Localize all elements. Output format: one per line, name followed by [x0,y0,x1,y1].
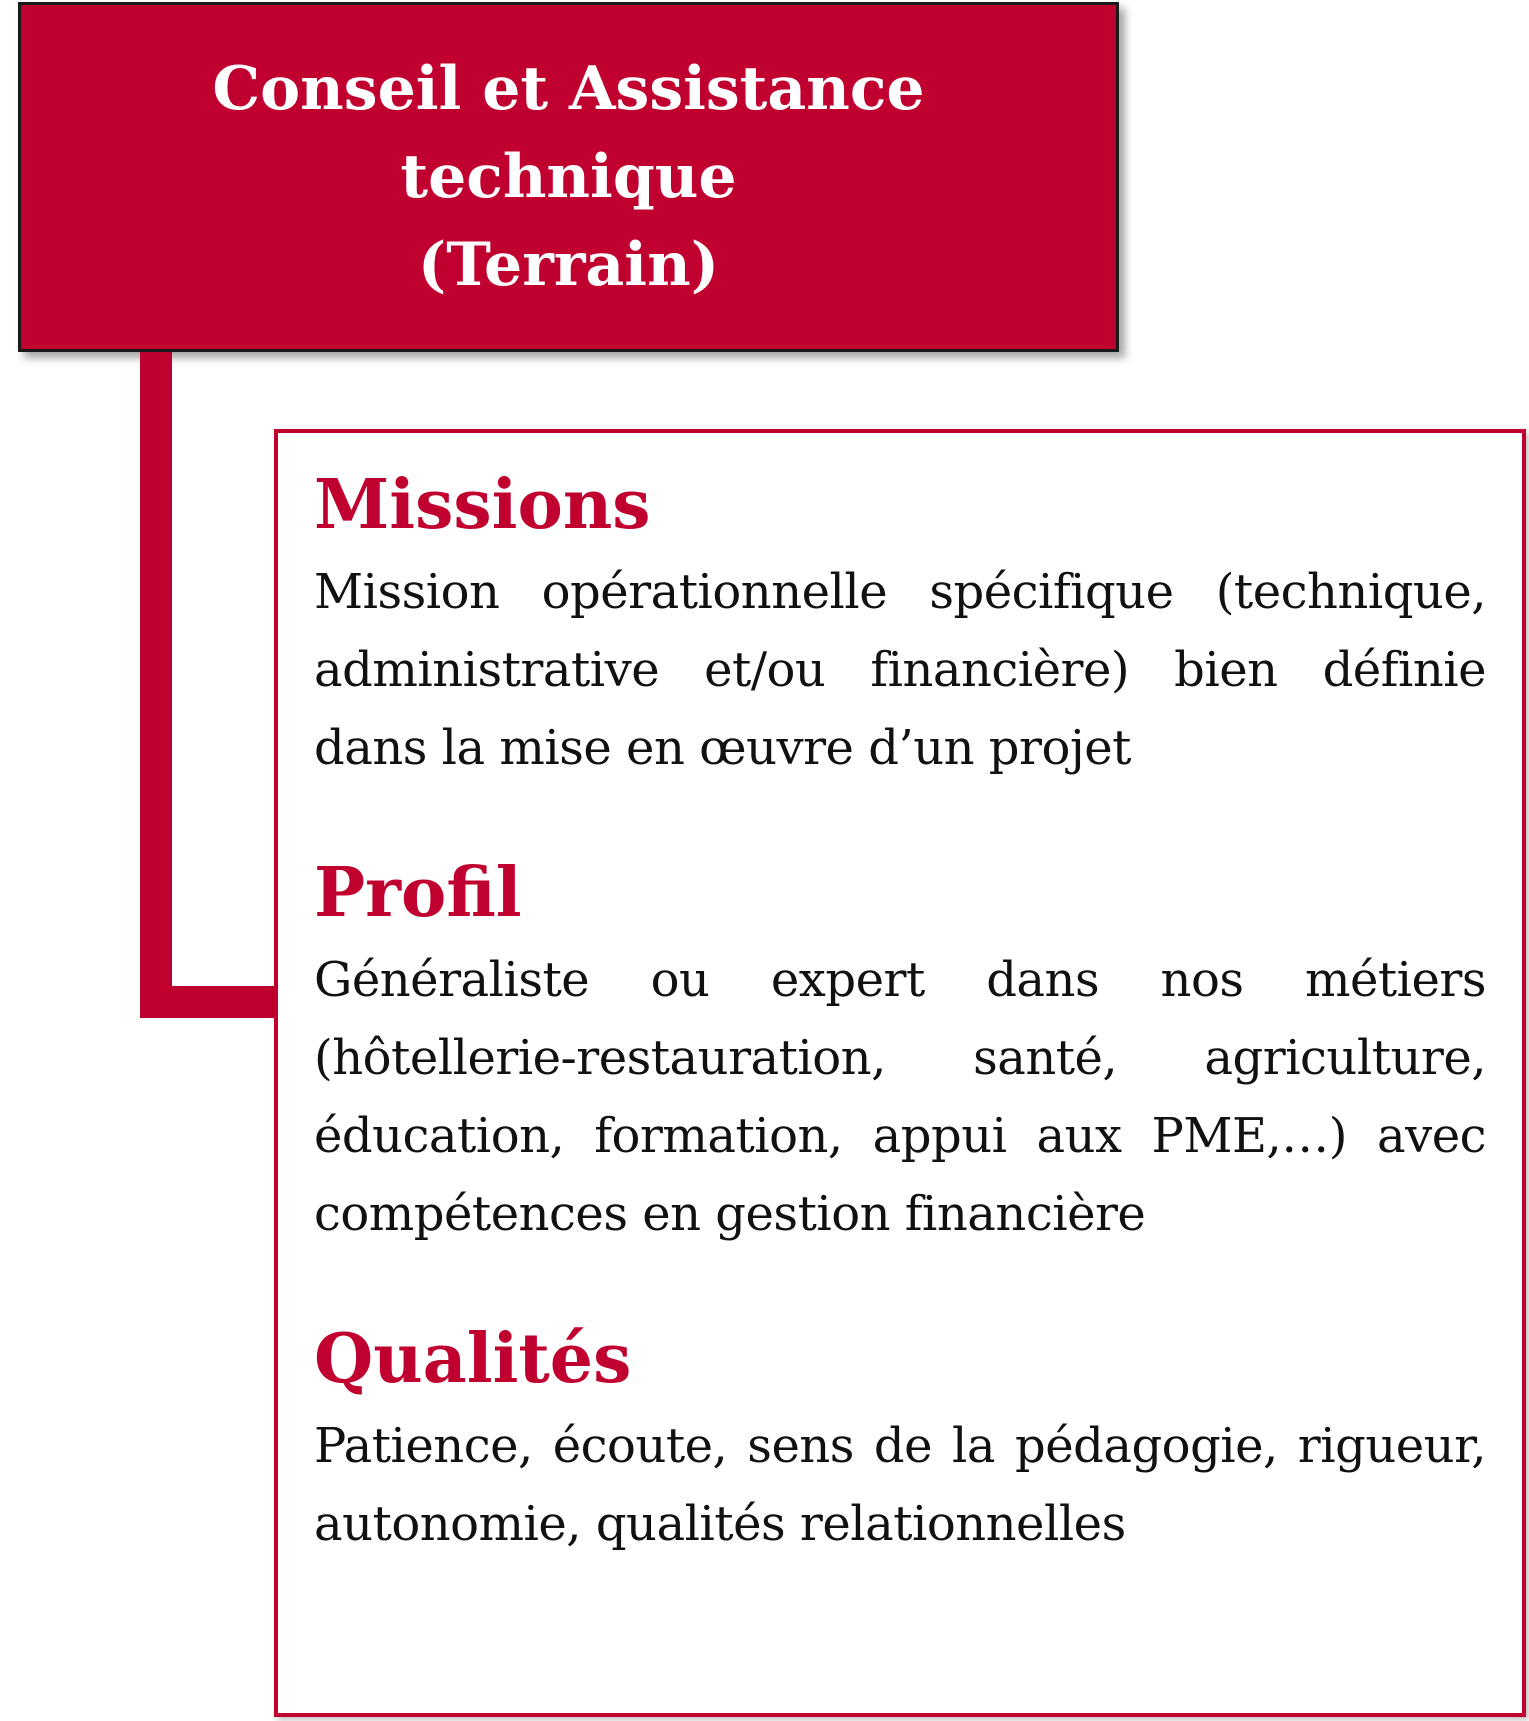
detail-box [274,429,1526,1717]
profil-heading: Profil [314,853,522,933]
missions-heading: Missions [314,465,651,545]
connector-vertical [140,352,172,1018]
header-title-line1: Conseil et Assistance technique [212,54,925,212]
section-profil [314,851,1486,1253]
header-box [18,2,1119,352]
header-title [21,45,1116,309]
qualites-heading: Qualités [314,1319,632,1399]
missions-body: Mission opérationnelle spécifique (technique, administrative et/ou financière) bien définie dans la mise en œuvre d’un projet [314,564,1486,776]
qualites-body: Patience, écoute, sens de la pédagogie, rigueur, autonomie, qualités relationnelles [314,1418,1486,1552]
header-title-line2: (Terrain) [417,230,720,300]
connector-horizontal [140,986,280,1018]
profil-body: Généraliste ou expert dans nos métiers (hôtellerie-restauration, santé, agriculture, éducation, formation, appui aux PME,…) avec compétences en gestion financière [314,952,1486,1242]
section-qualites [314,1317,1486,1563]
section-missions [314,463,1486,787]
